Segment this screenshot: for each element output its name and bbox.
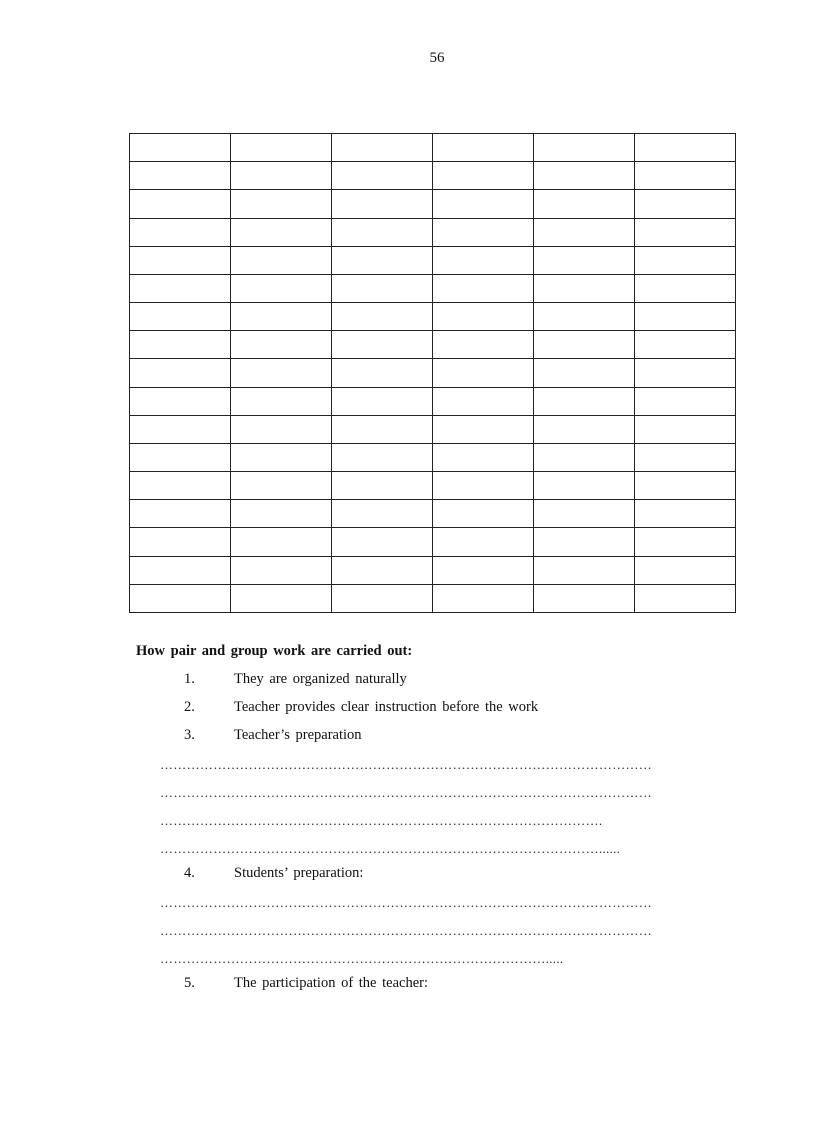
table-cell (635, 134, 736, 162)
table-cell (534, 359, 635, 387)
table-cell (534, 303, 635, 331)
table-cell (130, 190, 231, 218)
table-cell (332, 331, 433, 359)
table-cell (534, 443, 635, 471)
table-cell (130, 584, 231, 612)
table-cell (231, 584, 332, 612)
blank-data-table (129, 133, 736, 613)
list-item-number: 2. (184, 699, 195, 715)
table-cell (130, 134, 231, 162)
table-row (130, 500, 736, 528)
table-cell (130, 162, 231, 190)
table-cell (231, 190, 332, 218)
table-cell (635, 584, 736, 612)
dotted-answer-line: ………………………………………………………………………………………...... (160, 841, 621, 855)
table-cell (635, 500, 736, 528)
list-item-number: 3. (184, 727, 195, 743)
table-cell (130, 443, 231, 471)
table-cell (332, 218, 433, 246)
table-cell (433, 584, 534, 612)
table-cell (332, 303, 433, 331)
table-cell (433, 162, 534, 190)
table-row (130, 415, 736, 443)
table-cell (635, 556, 736, 584)
table-cell (534, 472, 635, 500)
table-cell (433, 274, 534, 302)
table-cell (332, 472, 433, 500)
table-cell (130, 415, 231, 443)
table-cell (231, 359, 332, 387)
table-cell (130, 500, 231, 528)
table-cell (231, 556, 332, 584)
table-cell (635, 331, 736, 359)
table-cell (231, 134, 332, 162)
table-row (130, 528, 736, 556)
table-cell (433, 415, 534, 443)
table-cell (433, 359, 534, 387)
dotted-answer-line: ………………………………………………………………………………………………… (160, 895, 653, 909)
table-cell (332, 500, 433, 528)
table-cell (635, 415, 736, 443)
table-row (130, 331, 736, 359)
list-item-number: 5. (184, 975, 195, 991)
table-row (130, 443, 736, 471)
table-cell (433, 190, 534, 218)
dotted-answer-line: ………………………………………………………………………………………………… (160, 923, 653, 937)
table-cell (635, 218, 736, 246)
table-cell (231, 443, 332, 471)
table-cell (130, 359, 231, 387)
table-row (130, 218, 736, 246)
table-cell (231, 472, 332, 500)
table-row (130, 387, 736, 415)
table-cell (433, 387, 534, 415)
page-number: 56 (429, 50, 445, 66)
table-cell (534, 584, 635, 612)
table-cell (332, 134, 433, 162)
dotted-answer-line: ………………………………………………………………………………………. (160, 813, 603, 827)
table-cell (433, 246, 534, 274)
table-cell (130, 331, 231, 359)
table-cell (534, 246, 635, 274)
table-row (130, 556, 736, 584)
table-cell (231, 500, 332, 528)
table-cell (231, 387, 332, 415)
table-cell (635, 190, 736, 218)
table-cell (534, 134, 635, 162)
table-cell (433, 500, 534, 528)
table-row (130, 472, 736, 500)
table-cell (130, 274, 231, 302)
table-cell (332, 415, 433, 443)
table-cell (433, 303, 534, 331)
table-row (130, 246, 736, 274)
table-cell (534, 556, 635, 584)
table-cell (332, 246, 433, 274)
table-cell (635, 303, 736, 331)
dotted-answer-line: ………………………………………………………………………………………………… (160, 757, 653, 771)
list-item-number: 1. (184, 671, 195, 687)
table-row (130, 274, 736, 302)
list-item-text: Teacher provides clear instruction before the work (234, 699, 539, 715)
table-cell (231, 274, 332, 302)
table-row (130, 134, 736, 162)
dotted-answer-line: ……………………………………………………………………………..... (160, 951, 564, 965)
table-cell (332, 584, 433, 612)
table-cell (130, 218, 231, 246)
table-cell (433, 134, 534, 162)
table-row (130, 190, 736, 218)
table-cell (332, 359, 433, 387)
table-cell (534, 274, 635, 302)
table-row (130, 162, 736, 190)
table-cell (332, 556, 433, 584)
table-cell (534, 387, 635, 415)
table-cell (130, 528, 231, 556)
dotted-answer-line: ………………………………………………………………………………………………… (160, 785, 653, 799)
list-item-text: Students’ preparation: (234, 865, 364, 881)
table-cell (231, 528, 332, 556)
table-cell (231, 162, 332, 190)
table-cell (534, 190, 635, 218)
table-row (130, 359, 736, 387)
table-cell (130, 246, 231, 274)
table-cell (231, 415, 332, 443)
table-cell (231, 331, 332, 359)
list-item-text: The participation of the teacher: (234, 975, 428, 991)
table-cell (635, 359, 736, 387)
table-cell (635, 246, 736, 274)
table-cell (433, 528, 534, 556)
table-cell (332, 387, 433, 415)
table-cell (433, 556, 534, 584)
list-item-number: 4. (184, 865, 195, 881)
list-item-text: They are organized naturally (234, 671, 407, 687)
table-cell (635, 162, 736, 190)
table-cell (332, 190, 433, 218)
table-cell (534, 500, 635, 528)
table-cell (130, 472, 231, 500)
table-cell (534, 415, 635, 443)
table-cell (635, 274, 736, 302)
table-row (130, 584, 736, 612)
table-cell (534, 218, 635, 246)
table-row (130, 303, 736, 331)
table-cell (635, 443, 736, 471)
table-cell (231, 218, 332, 246)
table-cell (534, 331, 635, 359)
table-cell (130, 556, 231, 584)
table-cell (433, 443, 534, 471)
table-cell (332, 274, 433, 302)
table-cell (332, 443, 433, 471)
table-cell (534, 162, 635, 190)
table-cell (130, 303, 231, 331)
section-heading: How pair and group work are carried out: (136, 643, 413, 659)
table-cell (332, 528, 433, 556)
list-item-text: Teacher’s preparation (234, 727, 362, 743)
table-cell (433, 218, 534, 246)
table-cell (534, 528, 635, 556)
table-cell (433, 331, 534, 359)
table-cell (231, 246, 332, 274)
table-cell (635, 472, 736, 500)
table-cell (130, 387, 231, 415)
table-cell (635, 387, 736, 415)
table-cell (433, 472, 534, 500)
table-cell (231, 303, 332, 331)
table-cell (635, 528, 736, 556)
table-cell (332, 162, 433, 190)
